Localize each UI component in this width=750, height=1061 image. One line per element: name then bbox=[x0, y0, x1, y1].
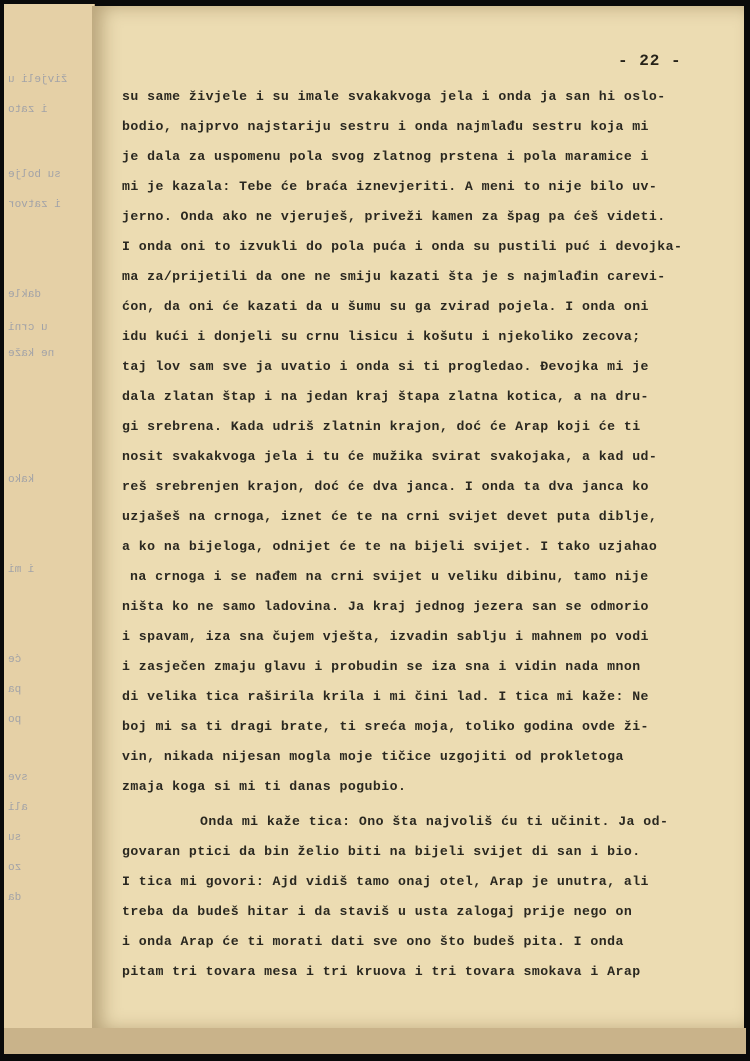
text-line: uzjašeš na crnoga, iznet će te na crni svijet devet puta diblje, bbox=[122, 509, 658, 524]
bleed-text: u crni bbox=[8, 322, 48, 334]
bleed-text: da bbox=[8, 892, 22, 904]
text-line: Onda mi kaže tica: Ono šta najvoliš ću ti učinit. Ja od- bbox=[200, 814, 669, 829]
bleed-text: su bolje bbox=[8, 169, 61, 181]
bleed-text: zo bbox=[8, 862, 22, 874]
text-line: boj mi sa ti dragi brate, ti sreća moja, toliko godina ovde ži- bbox=[122, 719, 649, 734]
text-line: je dala za uspomenu pola svog zlatnog prstena i pola maramice i bbox=[122, 149, 649, 164]
text-line: taj lov sam sve ja uvatio i onda si ti progledao. Đevojka mi je bbox=[122, 359, 649, 374]
bleed-text: će bbox=[8, 654, 22, 666]
text-line: I tica mi govori: Ajd vidiš tamo onaj otel, Arap je unutra, ali bbox=[122, 874, 649, 889]
text-line: gi srebrena. Kada udriš zlatnin krajon, doć će Arap koji će ti bbox=[122, 419, 641, 434]
text-line: i onda Arap će ti morati dati sve ono što budeš pita. I onda bbox=[122, 934, 624, 949]
text-line: na crnoga i se nađem na crni svijet u veliku dibinu, tamo nije bbox=[130, 569, 649, 584]
text-line: a ko na bijeloga, odnijet će te na bijeli svijet. I tako uzjahao bbox=[122, 539, 658, 554]
bleed-text: pa bbox=[8, 684, 22, 696]
text-line: dala zlatan štap i na jedan kraj štapa zlatna kotica, a na dru- bbox=[122, 389, 649, 404]
previous-page-edge bbox=[4, 4, 95, 1028]
text-line: pitam tri tovara mesa i tri kruova i tri tovara smokava i Arap bbox=[122, 964, 641, 979]
text-line: ćon, da oni će kazati da u šumu su ga zvirad pojela. I onda oni bbox=[122, 299, 649, 314]
text-line: govaran ptici da bin želio biti na bijeli svijet di san i bio. bbox=[122, 844, 641, 859]
bleed-text: dakle bbox=[8, 289, 42, 301]
text-line: mi je kazala: Tebe će braća iznevjeriti. A meni to nije bilo uv- bbox=[122, 179, 658, 194]
bleed-text: sve bbox=[8, 772, 28, 784]
text-line: jerno. Onda ako ne vjeruješ, priveži kamen za špag pa ćeš videti. bbox=[122, 209, 666, 224]
text-line: su same živjele i su imale svakakvoga jela i onda ja san hi oslo- bbox=[122, 89, 666, 104]
text-line: di velika tica raširila krila i mi čini lad. I tica mi kaže: Ne bbox=[122, 689, 649, 704]
bleed-text: kako bbox=[8, 474, 35, 486]
bleed-text: i mi bbox=[8, 564, 35, 576]
text-line: vin, nikada nijesan mogla moje tičice uzgojiti od prokletoga bbox=[122, 749, 624, 764]
text-line: i zasječen zmaju glavu i probudin se iza sna i vidin nada mnon bbox=[122, 659, 641, 674]
text-line: ma za/prijetili da one ne smiju kazati šta je s najmlađin carevi- bbox=[122, 269, 666, 284]
bleed-text: živjeli u bbox=[8, 74, 68, 86]
text-line: nosit svakakvoga jela i tu će mužika svirat svakojaka, a kad ud- bbox=[122, 449, 658, 464]
document-page bbox=[92, 6, 744, 1030]
bleed-text: ne kaže bbox=[8, 348, 55, 360]
text-line: treba da budeš hitar i da staviš u usta zalogaj prije nego on bbox=[122, 904, 633, 919]
text-line: ništa ko ne samo ladovina. Ja kraj jednog jezera san se odmorio bbox=[122, 599, 649, 614]
text-line: bodio, najprvo najstariju sestru i onda najmlađu sestru koja mi bbox=[122, 119, 649, 134]
text-line: reš srebrenjen krajon, doć će dva janca. I onda ta dva janca ko bbox=[122, 479, 649, 494]
bleed-text: ali bbox=[8, 802, 28, 814]
text-line: I onda oni to izvukli do pola puća i onda su pustili puć i devojka- bbox=[122, 239, 683, 254]
text-line: zmaja koga si mi ti danas pogubio. bbox=[122, 779, 407, 794]
bleed-text: i zatvor bbox=[8, 199, 61, 211]
page-bottom-edge bbox=[4, 1028, 746, 1054]
bleed-text: i zato bbox=[8, 104, 48, 116]
text-line: idu kući i donjeli su crnu lisicu i košutu i njekoliko zecova; bbox=[122, 329, 641, 344]
bleed-text: su bbox=[8, 832, 22, 844]
text-line: i spavam, iza sna čujem vješta, izvadin sablju i mahnem po vodi bbox=[122, 629, 649, 644]
page-number: - 22 - bbox=[618, 52, 682, 70]
bleed-text: po bbox=[8, 714, 22, 726]
